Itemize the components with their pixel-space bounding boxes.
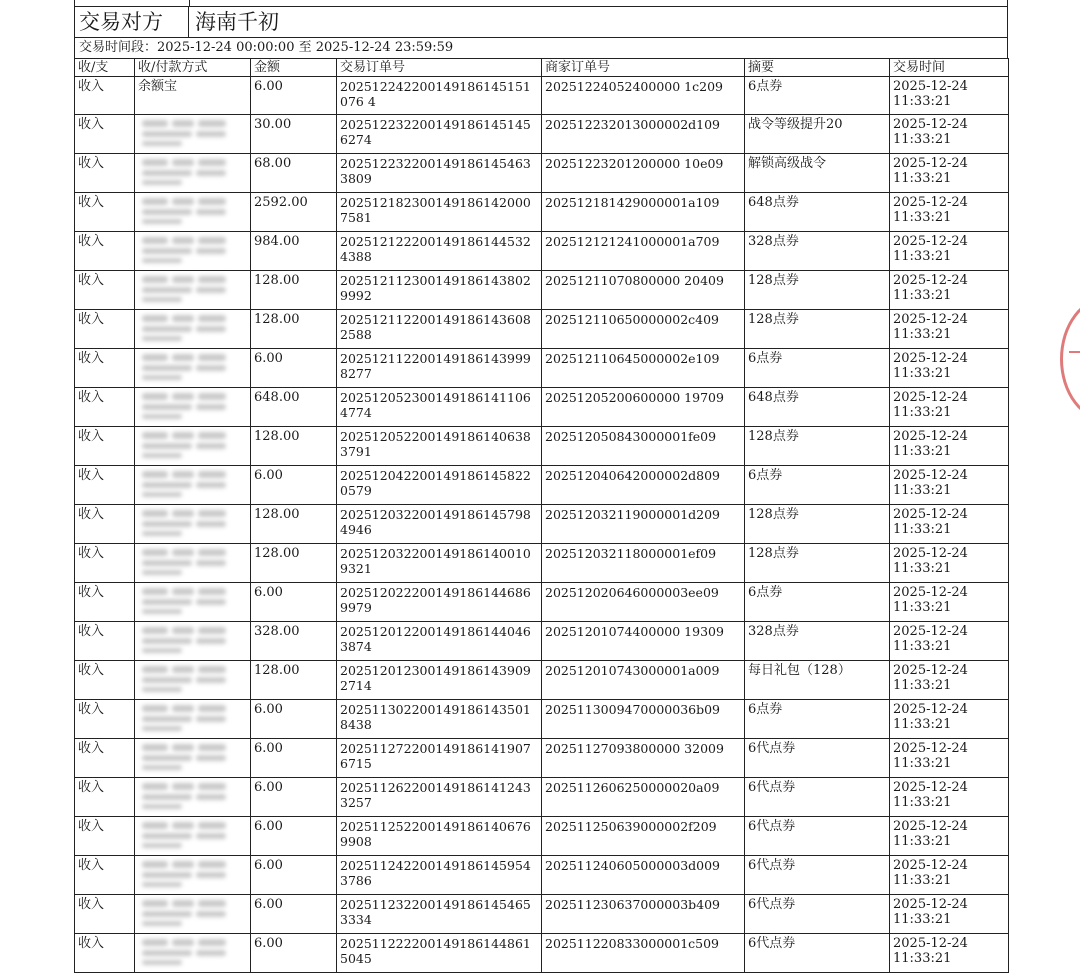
type-cell: 收入 [75,817,135,856]
type-cell: 收入 [75,778,135,817]
table-row [75,778,1009,817]
redacted-payment-method [138,819,230,849]
amount-cell: 30.00 [251,115,337,154]
time-cell: 2025-12-24 11:33:21 [890,622,1009,661]
summary-cell: 328点券 [745,622,890,661]
merchant-order-cell: 202512181429000001a109 [542,193,745,232]
amount-cell: 128.00 [251,661,337,700]
type-cell: 收入 [75,856,135,895]
table-row [75,739,1009,778]
time-cell: 2025-12-24 11:33:21 [890,310,1009,349]
method-cell [135,388,251,427]
merchant-order-cell: 202512010743000001a009 [542,661,745,700]
summary-cell: 328点券 [745,232,890,271]
amount-cell: 6.00 [251,934,337,973]
type-cell: 收入 [75,544,135,583]
order-cell: 2025120322001491861400109321 [337,544,542,583]
summary-cell: 128点券 [745,427,890,466]
merchant-order-cell: 202512110650000002c409 [542,310,745,349]
redacted-payment-method [138,663,230,693]
time-cell: 2025-12-24 11:33:21 [890,895,1009,934]
time-cell: 2025-12-24 11:33:21 [890,349,1009,388]
time-cell: 2025-12-24 11:33:21 [890,77,1009,115]
header-amount: 金额 [251,59,337,77]
table-header-row [75,59,1009,77]
header-merchant-order: 商家订单号 [542,59,745,77]
counterparty-label: 交易对方 [75,7,189,37]
amount-cell: 6.00 [251,700,337,739]
method-cell [135,817,251,856]
time-cell: 2025-12-24 11:33:21 [890,934,1009,973]
redacted-payment-method [138,546,230,576]
amount-cell: 128.00 [251,271,337,310]
summary-cell: 6代点券 [745,817,890,856]
method-cell [135,466,251,505]
table-row [75,505,1009,544]
order-cell: 2025121122001491861439998277 [337,349,542,388]
type-cell: 收入 [75,583,135,622]
statement-sheet [74,0,1008,973]
amount-cell: 648.00 [251,388,337,427]
type-cell: 收入 [75,505,135,544]
time-cell: 2025-12-24 11:33:21 [890,466,1009,505]
order-cell: 2025121222001491861445324388 [337,232,542,271]
merchant-order-cell: 202512050843000001fe09 [542,427,745,466]
amount-cell: 6.00 [251,856,337,895]
time-cell: 2025-12-24 11:33:21 [890,856,1009,895]
summary-cell: 6代点券 [745,739,890,778]
redacted-payment-method [138,234,230,264]
time-cell: 2025-12-24 11:33:21 [890,661,1009,700]
type-cell: 收入 [75,154,135,193]
summary-cell: 128点券 [745,310,890,349]
type-cell: 收入 [75,77,135,115]
summary-cell: 6点券 [745,349,890,388]
summary-cell: 128点券 [745,271,890,310]
redacted-payment-method [138,273,230,303]
merchant-order-cell: 20251201074400000 19309 [542,622,745,661]
order-cell: 2025112422001491861459543786 [337,856,542,895]
order-cell: 2025120122001491861440463874 [337,622,542,661]
type-cell: 收入 [75,700,135,739]
redacted-payment-method [138,195,230,225]
order-cell: 2025120322001491861457984946 [337,505,542,544]
header-time: 交易时间 [890,59,1009,77]
merchant-order-cell: 202511220833000001c509 [542,934,745,973]
method-cell [135,154,251,193]
method-cell [135,739,251,778]
redacted-payment-method [138,468,230,498]
table-row [75,544,1009,583]
summary-cell: 解锁高级战令 [745,154,890,193]
type-cell: 收入 [75,193,135,232]
table-row [75,466,1009,505]
time-cell: 2025-12-24 11:33:21 [890,232,1009,271]
summary-cell: 128点券 [745,544,890,583]
time-cell: 2025-12-24 11:33:21 [890,817,1009,856]
amount-cell: 128.00 [251,505,337,544]
table-row [75,427,1009,466]
redacted-payment-method [138,507,230,537]
method-cell: 余额宝 [135,77,251,115]
type-cell: 收入 [75,895,135,934]
table-row [75,583,1009,622]
summary-cell: 每日礼包（128） [745,661,890,700]
table-row [75,700,1009,739]
merchant-order-cell: 202512232013000002d109 [542,115,745,154]
redacted-payment-method [138,936,230,966]
table-row [75,895,1009,934]
type-cell: 收入 [75,115,135,154]
method-cell [135,661,251,700]
redacted-payment-method [138,312,230,342]
amount-cell: 68.00 [251,154,337,193]
merchant-order-cell: 202512020646000003ee09 [542,583,745,622]
table-row [75,622,1009,661]
amount-cell: 984.00 [251,232,337,271]
summary-cell: 战令等级提升20 [745,115,890,154]
type-cell: 收入 [75,739,135,778]
redacted-payment-method [138,897,230,927]
type-cell: 收入 [75,427,135,466]
merchant-order-cell: 202511240605000003d009 [542,856,745,895]
amount-cell: 128.00 [251,310,337,349]
merchant-order-cell: 20251224052400000 1c209 [542,77,745,115]
amount-cell: 6.00 [251,895,337,934]
type-cell: 收入 [75,466,135,505]
table-row [75,856,1009,895]
summary-cell: 6点券 [745,77,890,115]
order-cell: 2025112222001491861448615045 [337,934,542,973]
time-cell: 2025-12-24 11:33:21 [890,700,1009,739]
merchant-order-cell: 202512121241000001a709 [542,232,745,271]
type-cell: 收入 [75,661,135,700]
method-cell [135,934,251,973]
amount-cell: 128.00 [251,427,337,466]
summary-cell: 648点券 [745,388,890,427]
merchant-order-cell: 202512032119000001d209 [542,505,745,544]
order-cell: 2025120522001491861406383791 [337,427,542,466]
redacted-payment-method [138,390,230,420]
method-cell [135,622,251,661]
red-seal-stamp [1060,296,1080,422]
amount-cell: 6.00 [251,739,337,778]
amount-cell: 6.00 [251,583,337,622]
order-cell: 202512242200149186145151076 4 [337,77,542,115]
table-row [75,271,1009,310]
header-summary: 摘要 [745,59,890,77]
method-cell [135,505,251,544]
summary-cell: 6代点券 [745,856,890,895]
amount-cell: 2592.00 [251,193,337,232]
summary-cell: 6代点券 [745,895,890,934]
redacted-payment-method [138,780,230,810]
method-cell [135,700,251,739]
method-cell [135,544,251,583]
amount-cell: 328.00 [251,622,337,661]
amount-cell: 6.00 [251,778,337,817]
method-cell [135,193,251,232]
table-row [75,661,1009,700]
merchant-order-cell: 2025113009470000036b09 [542,700,745,739]
redacted-payment-method [138,351,230,381]
table-row [75,388,1009,427]
order-cell: 2025112522001491861406769908 [337,817,542,856]
time-period: 交易时间段：2025-12-24 00:00:00 至 2025-12-24 23:59:59 [74,38,1008,58]
summary-cell: 6点券 [745,700,890,739]
counterparty-value: 海南千初 [195,10,279,34]
merchant-order-cell: 20251127093800000 32009 [542,739,745,778]
redacted-payment-method [138,702,230,732]
table-row [75,232,1009,271]
type-cell: 收入 [75,310,135,349]
order-cell: 2025113022001491861435018438 [337,700,542,739]
summary-cell: 6点券 [745,583,890,622]
time-cell: 2025-12-24 11:33:21 [890,193,1009,232]
order-cell: 2025120222001491861446869979 [337,583,542,622]
merchant-order-cell: 202511250639000002f209 [542,817,745,856]
time-cell: 2025-12-24 11:33:21 [890,544,1009,583]
redacted-payment-method [138,117,230,147]
merchant-order-cell: 20251205200600000 19709 [542,388,745,427]
counterparty-row [74,6,1008,38]
type-cell: 收入 [75,349,135,388]
time-cell: 2025-12-24 11:33:21 [890,778,1009,817]
order-cell: 2025112622001491861412433257 [337,778,542,817]
amount-cell: 6.00 [251,466,337,505]
time-cell: 2025-12-24 11:33:21 [890,505,1009,544]
method-cell [135,583,251,622]
summary-cell: 648点券 [745,193,890,232]
table-row [75,310,1009,349]
type-cell: 收入 [75,622,135,661]
method-cell [135,271,251,310]
transaction-table [74,58,1009,973]
order-cell: 2025121123001491861438029992 [337,271,542,310]
time-cell: 2025-12-24 11:33:21 [890,154,1009,193]
merchant-order-cell: 202512032118000001ef09 [542,544,745,583]
order-cell: 2025121122001491861436082588 [337,310,542,349]
table-row [75,115,1009,154]
order-cell: 2025121823001491861420007581 [337,193,542,232]
table-row [75,934,1009,973]
table-row [75,77,1009,115]
amount-cell: 6.00 [251,349,337,388]
method-cell [135,856,251,895]
merchant-order-cell: 20251211070800000 20409 [542,271,745,310]
redacted-payment-method [138,429,230,459]
time-cell: 2025-12-24 11:33:21 [890,427,1009,466]
header-method: 收/付款方式 [135,59,251,77]
time-cell: 2025-12-24 11:33:21 [890,583,1009,622]
redacted-payment-method [138,624,230,654]
type-cell: 收入 [75,388,135,427]
summary-cell: 128点券 [745,505,890,544]
order-cell: 2025120523001491861411064774 [337,388,542,427]
time-cell: 2025-12-24 11:33:21 [890,739,1009,778]
method-cell [135,310,251,349]
summary-cell: 6代点券 [745,934,890,973]
amount-cell: 6.00 [251,77,337,115]
method-cell [135,427,251,466]
summary-cell: 6点券 [745,466,890,505]
method-cell [135,895,251,934]
order-cell: 2025112322001491861454653334 [337,895,542,934]
summary-cell: 6代点券 [745,778,890,817]
merchant-order-cell: 202511230637000003b409 [542,895,745,934]
type-cell: 收入 [75,934,135,973]
redacted-payment-method [138,156,230,186]
time-cell: 2025-12-24 11:33:21 [890,115,1009,154]
order-cell: 2025120123001491861439092714 [337,661,542,700]
header-order: 交易订单号 [337,59,542,77]
type-cell: 收入 [75,232,135,271]
table-row [75,154,1009,193]
cropped-header-row [74,0,1008,6]
method-cell [135,232,251,271]
amount-cell: 128.00 [251,544,337,583]
merchant-order-cell: 202512110645000002e109 [542,349,745,388]
type-cell: 收入 [75,271,135,310]
table-row [75,349,1009,388]
order-cell: 2025122322001491861451456274 [337,115,542,154]
merchant-order-cell: 2025112606250000020a09 [542,778,745,817]
time-cell: 2025-12-24 11:33:21 [890,271,1009,310]
header-type: 收/支 [75,59,135,77]
method-cell [135,778,251,817]
order-cell: 2025122322001491861454633809 [337,154,542,193]
table-row [75,193,1009,232]
method-cell [135,349,251,388]
order-cell: 2025120422001491861458220579 [337,466,542,505]
order-cell: 2025112722001491861419076715 [337,739,542,778]
redacted-payment-method [138,858,230,888]
redacted-payment-method [138,585,230,615]
merchant-order-cell: 202512040642000002d809 [542,466,745,505]
table-body [75,77,1009,973]
table-row [75,817,1009,856]
merchant-order-cell: 20251223201200000 10e09 [542,154,745,193]
time-cell: 2025-12-24 11:33:21 [890,388,1009,427]
redacted-payment-method [138,741,230,771]
amount-cell: 6.00 [251,817,337,856]
method-cell [135,115,251,154]
